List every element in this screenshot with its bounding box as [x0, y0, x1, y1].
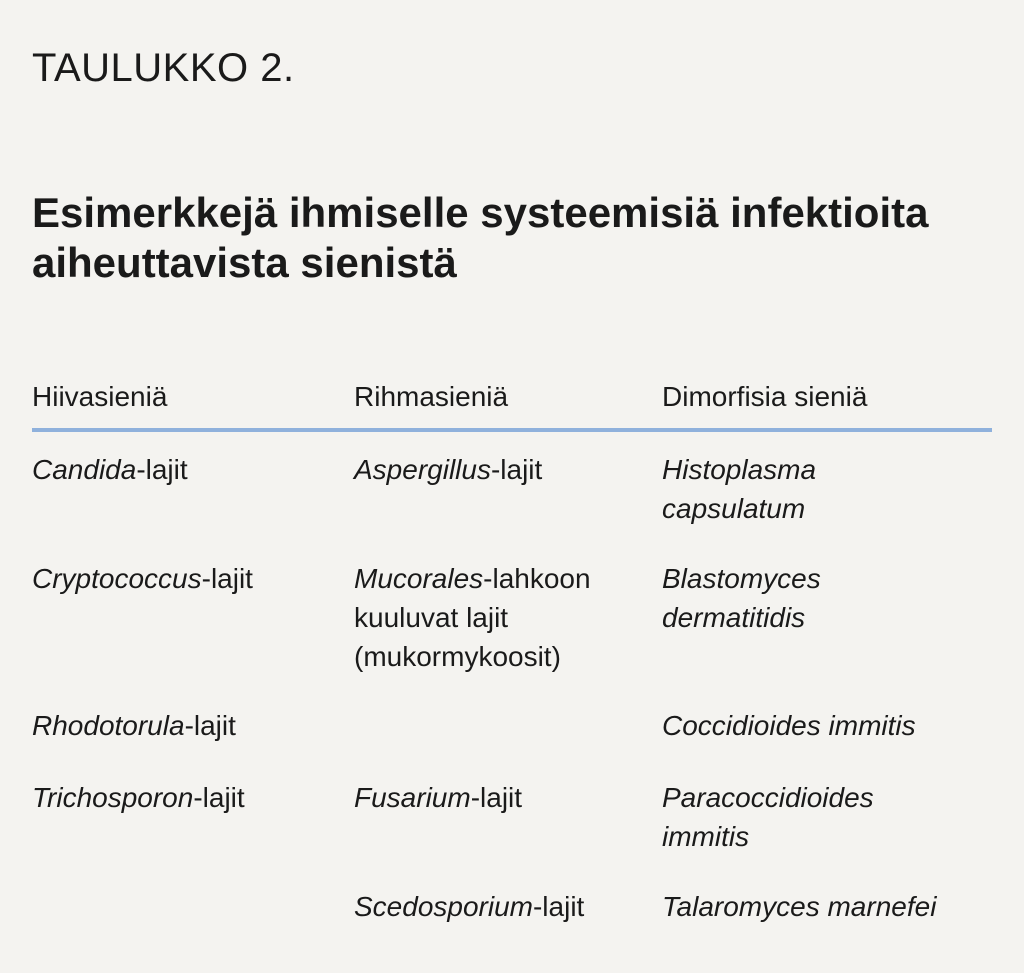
header-divider — [32, 428, 992, 432]
table-cell: Histoplasma capsulatum — [662, 454, 817, 524]
table-cell: Coccidioides immitis — [662, 710, 916, 741]
column-header-dimorphic: Dimorfisia sieniä — [662, 381, 868, 412]
table-cell: Blastomyces dermatitidis — [662, 563, 821, 633]
table-cell: Trichosporon-lajit — [32, 782, 245, 813]
table-cell: Rhodotorula-lajit — [32, 710, 236, 741]
column-header-molds: Rihmasieniä — [354, 381, 509, 412]
table-label: TAULUKKO 2. — [32, 46, 295, 90]
table-cell: Cryptococcus-lajit — [32, 563, 253, 594]
table-title: Esimerkkejä ihmiselle systeemisiä infektioita aiheuttavista sienistä — [32, 189, 929, 286]
table-cell: Scedosporium-lajit — [354, 891, 585, 922]
table-cell: Mucorales-lahkoon kuuluvat lajit (mukormykoosit) — [354, 563, 591, 672]
column-header-yeasts: Hiivasieniä — [32, 381, 168, 412]
table-cell: Paracoccidioides immitis — [662, 782, 874, 852]
table-cell: Candida-lajit — [32, 454, 188, 485]
table-cell: Fusarium-lajit — [354, 782, 523, 813]
table-cell: Talaromyces marnefei — [662, 891, 937, 922]
table-cell: Aspergillus-lajit — [354, 454, 543, 485]
